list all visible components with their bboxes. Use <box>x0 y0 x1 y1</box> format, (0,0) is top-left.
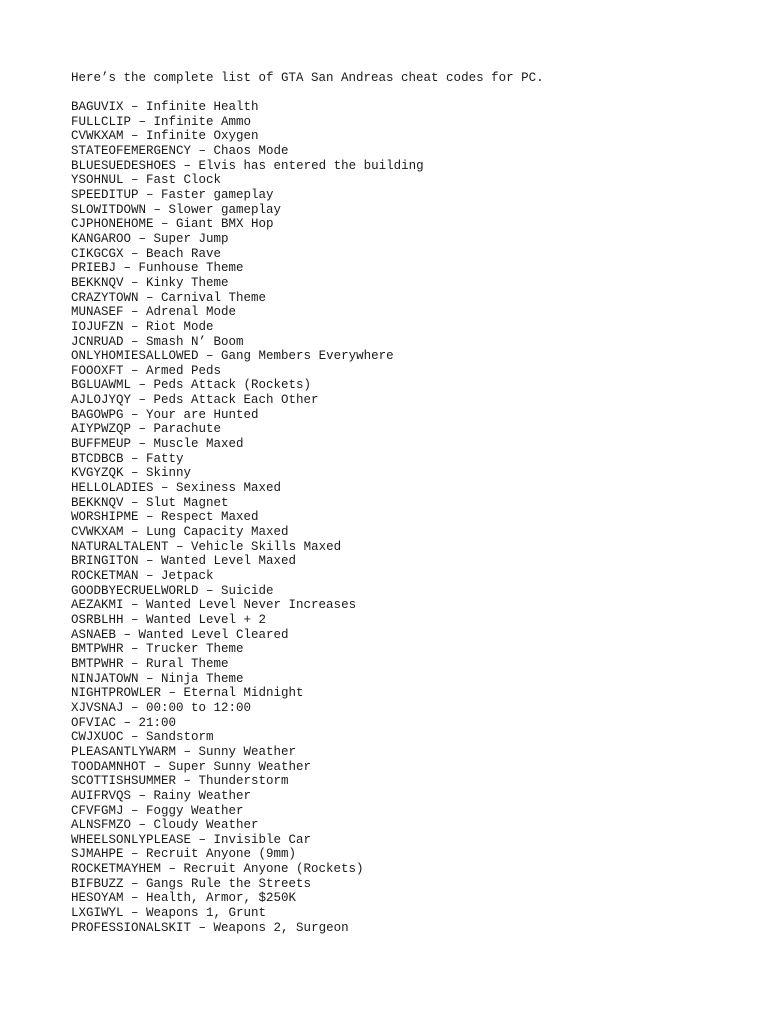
code-separator: – <box>131 788 154 803</box>
cheat-effect: Your are Hunted <box>146 407 259 422</box>
cheat-effect: 21:00 <box>138 715 177 730</box>
code-separator: – <box>131 422 154 437</box>
cheat-effect: Wanted Level + 2 <box>146 612 267 627</box>
cheat-effect: Beach Rave <box>146 246 222 261</box>
code-separator: – <box>198 349 222 364</box>
cheat-code: NINJATOWN <box>71 671 139 686</box>
cheat-code-line <box>71 613 751 628</box>
code-separator: – <box>123 246 147 261</box>
cheat-code: BAGOWPG <box>71 407 124 422</box>
cheat-code: BMTPWHR <box>71 642 124 657</box>
cheat-effect: Invisible Car <box>213 832 312 847</box>
cheat-effect: Carnival Theme <box>161 290 267 305</box>
cheat-effect: Vehicle Skills Maxed <box>191 539 342 554</box>
cheat-code-line <box>71 364 751 379</box>
cheat-effect: Foggy Weather <box>146 803 244 818</box>
cheat-code-line <box>71 540 751 555</box>
cheat-effect: 00:00 to 12:00 <box>146 700 252 715</box>
cheat-effect: Super Sunny Weather <box>168 759 312 774</box>
cheat-code: HELLOLADIES <box>71 481 154 496</box>
code-separator: – <box>131 378 154 393</box>
cheat-code-line <box>71 291 751 306</box>
code-separator: – <box>123 407 147 422</box>
cheat-effect: Wanted Level Never Increases <box>146 598 357 613</box>
cheat-effect: Parachute <box>153 422 222 437</box>
cheat-code: FOOOXFT <box>71 363 124 378</box>
cheat-code: CFVFGMJ <box>71 803 124 818</box>
code-separator: – <box>123 129 147 144</box>
cheat-effect: Elvis has entered the building <box>198 158 424 173</box>
cheat-effect: Wanted Level Cleared <box>138 627 289 642</box>
cheat-effect: Fast Clock <box>146 173 222 188</box>
cheat-effect: Riot Mode <box>146 319 214 334</box>
code-separator: – <box>131 437 154 452</box>
cheat-code: BIFBUZZ <box>71 876 124 891</box>
cheat-code-line <box>71 686 751 701</box>
cheat-code-line <box>71 745 751 760</box>
cheat-code-line <box>71 496 751 511</box>
cheat-effect: Kinky Theme <box>146 275 229 290</box>
code-separator: – <box>131 114 154 129</box>
cheat-code-line <box>71 877 751 892</box>
cheat-code-line <box>71 466 751 481</box>
cheat-code-line <box>71 173 751 188</box>
code-separator: – <box>138 290 162 305</box>
code-separator: – <box>116 261 139 276</box>
cheat-effect: Jetpack <box>161 569 214 583</box>
cheat-effect: Recruit Anyone (9mm) <box>146 847 297 862</box>
cheat-code: BGLUAWML <box>71 378 132 393</box>
cheat-code: KANGAROO <box>71 231 132 246</box>
cheat-code: BTCDBCB <box>71 451 124 466</box>
cheat-effect: Rural Theme <box>146 656 229 671</box>
cheat-code: CJPHONEHOME <box>71 217 154 232</box>
intro-text: Here’s the complete list of GTA San Andreas cheat codes for PC. <box>71 71 544 85</box>
cheat-effect: Health, Armor, $250K <box>146 891 297 906</box>
cheat-code-line <box>71 833 751 848</box>
cheat-code: LXGIWYL <box>71 906 124 921</box>
cheat-code-line <box>71 188 751 203</box>
code-separator: – <box>153 481 177 496</box>
cheat-code-line <box>71 921 751 936</box>
cheat-effect: Infinite Oxygen <box>146 129 259 144</box>
code-separator: – <box>191 920 214 935</box>
cheat-effect: Slower gameplay <box>168 202 282 217</box>
cheat-code-line <box>71 862 751 877</box>
cheat-code: BUFFMEUP <box>71 437 132 452</box>
cheat-code: NATURALTALENT <box>71 539 169 554</box>
code-separator: – <box>123 334 147 349</box>
cheat-code-line <box>71 510 751 525</box>
cheat-code-line <box>71 525 751 540</box>
cheat-code: ROCKETMAN <box>71 569 139 583</box>
cheat-effect: Weapons 1, Grunt <box>146 906 267 921</box>
cheat-code: SJMAHPE <box>71 847 124 862</box>
cheat-code: BMTPWHR <box>71 656 124 671</box>
cheat-effect: Peds Attack Each Other <box>153 393 319 408</box>
cheat-effect: Respect Maxed <box>161 510 259 525</box>
cheat-code-line <box>71 569 751 584</box>
cheat-code: YSOHNUL <box>71 173 124 188</box>
cheat-code: BRINGITON <box>71 554 139 569</box>
cheat-effect: Peds Attack (Rockets) <box>153 378 312 393</box>
cheat-code-line <box>71 628 751 643</box>
cheat-code-line <box>71 320 751 335</box>
cheat-code: WORSHIPME <box>71 510 139 525</box>
cheat-effect: Funhouse Theme <box>138 261 244 276</box>
cheat-code-line <box>71 422 751 437</box>
cheat-code-line <box>71 760 751 775</box>
code-separator: – <box>123 730 147 745</box>
cheat-code-list <box>71 100 751 935</box>
cheat-effect: Skinny <box>146 466 192 481</box>
cheat-code: IOJUFZN <box>71 319 124 334</box>
cheat-code: PRIEBJ <box>71 261 117 276</box>
cheat-code-line <box>71 378 751 393</box>
cheat-code: BAGUVIX <box>71 100 124 114</box>
cheat-code-line <box>71 789 751 804</box>
cheat-effect: Muscle Maxed <box>153 437 244 452</box>
cheat-code: ONLYHOMIESALLOWED <box>71 349 199 364</box>
cheat-code-line <box>71 393 751 408</box>
code-separator: – <box>123 275 147 290</box>
cheat-code-line <box>71 818 751 833</box>
cheat-effect: Fatty <box>146 451 184 466</box>
code-separator: – <box>191 143 214 158</box>
cheat-effect: Armed Peds <box>146 363 222 378</box>
cheat-code-line <box>71 481 751 496</box>
code-separator: – <box>176 774 199 789</box>
cheat-code-line <box>71 452 751 467</box>
cheat-code: STATEOFEMERGENCY <box>71 143 192 158</box>
cheat-code-line <box>71 261 751 276</box>
code-separator: – <box>176 158 199 173</box>
cheat-code-line <box>71 159 751 174</box>
cheat-effect: Suicide <box>221 583 274 598</box>
code-separator: – <box>198 583 222 598</box>
cheat-code: GOODBYECRUELWORLD <box>71 583 199 598</box>
cheat-code-line <box>71 349 751 364</box>
cheat-code-line <box>71 115 751 130</box>
cheat-code-line <box>71 144 751 159</box>
cheat-effect: Super Jump <box>153 231 229 246</box>
code-separator: – <box>123 100 147 114</box>
code-separator: – <box>123 525 147 540</box>
cheat-code-line <box>71 598 751 613</box>
cheat-code-line <box>71 804 751 819</box>
code-separator: – <box>123 700 147 715</box>
cheat-code: WHEELSONLYPLEASE <box>71 832 192 847</box>
cheat-code: SCOTTISHSUMMER <box>71 774 177 789</box>
code-separator: – <box>123 466 147 481</box>
code-separator: – <box>123 319 147 334</box>
cheat-code-line <box>71 232 751 247</box>
cheat-effect: Recruit Anyone (Rockets) <box>183 862 364 877</box>
cheat-code-line <box>71 584 751 599</box>
cheat-code: JCNRUAD <box>71 334 124 349</box>
cheat-code-line <box>71 672 751 687</box>
cheat-code: AUIFRVQS <box>71 788 132 803</box>
cheat-code: CWJXUOC <box>71 730 124 745</box>
code-separator: – <box>123 642 147 657</box>
cheat-code: BEKKNQV <box>71 275 124 290</box>
cheat-code-line <box>71 408 751 423</box>
cheat-effect: Wanted Level Maxed <box>161 554 297 569</box>
cheat-code-line <box>71 774 751 789</box>
code-separator: – <box>146 202 169 217</box>
cheat-code: PROFESSIONALSKIT <box>71 920 192 935</box>
code-separator: – <box>123 495 147 510</box>
cheat-code: CVWKXAM <box>71 525 124 540</box>
code-separator: – <box>138 569 162 583</box>
code-separator: – <box>138 671 162 686</box>
cheat-code: BEKKNQV <box>71 495 124 510</box>
cheat-code: XJVSNAJ <box>71 700 124 715</box>
cheat-code: ALNSFMZO <box>71 818 132 833</box>
code-separator: – <box>123 612 147 627</box>
cheat-effect: Chaos Mode <box>213 143 289 158</box>
code-separator: – <box>116 715 139 730</box>
code-separator: – <box>123 906 147 921</box>
code-separator: – <box>123 173 147 188</box>
cheat-effect: Rainy Weather <box>153 788 252 803</box>
cheat-code: TOODAMNHOT <box>71 759 147 774</box>
cheat-effect: Lung Capacity Maxed <box>146 525 289 540</box>
cheat-effect: Giant BMX Hop <box>176 217 274 232</box>
cheat-code: KVGYZQK <box>71 466 124 481</box>
cheat-code: AIYPWZQP <box>71 422 132 437</box>
cheat-effect: Cloudy Weather <box>153 818 259 833</box>
cheat-code-line <box>71 100 751 115</box>
code-separator: – <box>123 847 147 862</box>
cheat-effect: Smash N’ Boom <box>146 334 244 349</box>
code-separator: – <box>161 686 184 701</box>
cheat-effect: Gangs Rule the Streets <box>146 876 312 891</box>
cheat-code: AJLOJYQY <box>71 393 132 408</box>
cheat-code: CIKGCGX <box>71 246 124 261</box>
cheat-code-line <box>71 247 751 262</box>
cheat-code: SLOWITDOWN <box>71 202 147 217</box>
cheat-effect: Gang Members Everywhere <box>221 349 394 364</box>
cheat-code: FULLCLIP <box>71 114 132 129</box>
code-separator: – <box>123 876 147 891</box>
cheat-code: MUNASEF <box>71 305 124 320</box>
code-separator: – <box>176 744 199 759</box>
cheat-code: HESOYAM <box>71 891 124 906</box>
cheat-effect: Thunderstorm <box>198 774 289 789</box>
code-separator: – <box>123 451 147 466</box>
cheat-effect: Infinite Ammo <box>153 114 252 129</box>
cheat-code: OSRBLHH <box>71 612 124 627</box>
code-separator: – <box>131 818 154 833</box>
code-separator: – <box>191 832 214 847</box>
cheat-effect: Slut Magnet <box>146 495 229 510</box>
code-separator: – <box>153 217 177 232</box>
cheat-effect: Trucker Theme <box>146 642 244 657</box>
code-separator: – <box>138 510 162 525</box>
code-separator: – <box>123 891 147 906</box>
cheat-code-line <box>71 701 751 716</box>
cheat-code: BLUESUEDESHOES <box>71 158 177 173</box>
cheat-code: PLEASANTLYWARM <box>71 744 177 759</box>
cheat-code: OFVIAC <box>71 715 117 730</box>
code-separator: – <box>131 231 154 246</box>
code-separator: – <box>168 539 192 554</box>
cheat-code-line <box>71 891 751 906</box>
document-page <box>71 71 751 935</box>
cheat-code: NIGHTPROWLER <box>71 686 162 701</box>
code-separator: – <box>138 187 162 202</box>
cheat-effect: Ninja Theme <box>161 671 244 686</box>
cheat-code: CRAZYTOWN <box>71 290 139 305</box>
cheat-code: ASNAEB <box>71 627 117 642</box>
cheat-effect: Sunny Weather <box>198 744 297 759</box>
code-separator: – <box>116 627 139 642</box>
cheat-code: ROCKETMAYHEM <box>71 862 162 877</box>
code-separator: – <box>123 656 147 671</box>
cheat-code-line <box>71 276 751 291</box>
cheat-code-line <box>71 335 751 350</box>
code-separator: – <box>146 759 169 774</box>
cheat-code: CVWKXAM <box>71 129 124 144</box>
cheat-effect: Sandstorm <box>146 730 214 745</box>
cheat-code-line <box>71 847 751 862</box>
cheat-effect: Weapons 2, Surgeon <box>213 920 349 935</box>
cheat-code: SPEEDITUP <box>71 187 139 202</box>
code-separator: – <box>123 305 147 320</box>
cheat-code-line <box>71 305 751 320</box>
cheat-code-line <box>71 657 751 672</box>
code-separator: – <box>123 598 147 613</box>
cheat-code-line <box>71 716 751 731</box>
code-separator: – <box>123 363 147 378</box>
code-separator: – <box>138 554 162 569</box>
cheat-code-line <box>71 642 751 657</box>
cheat-effect: Sexiness Maxed <box>176 481 282 496</box>
cheat-code-line <box>71 129 751 144</box>
code-separator: – <box>161 862 184 877</box>
cheat-code-line <box>71 554 751 569</box>
cheat-effect: Adrenal Mode <box>146 305 237 320</box>
cheat-code-line <box>71 217 751 232</box>
code-separator: – <box>131 393 154 408</box>
cheat-code: AEZAKMI <box>71 598 124 613</box>
cheat-code-line <box>71 203 751 218</box>
cheat-code-line <box>71 730 751 745</box>
cheat-code-line <box>71 437 751 452</box>
cheat-effect: Infinite Health <box>146 100 259 114</box>
code-separator: – <box>123 803 147 818</box>
cheat-effect: Eternal Midnight <box>183 686 304 701</box>
cheat-effect: Faster gameplay <box>161 187 274 202</box>
cheat-code-line <box>71 906 751 921</box>
